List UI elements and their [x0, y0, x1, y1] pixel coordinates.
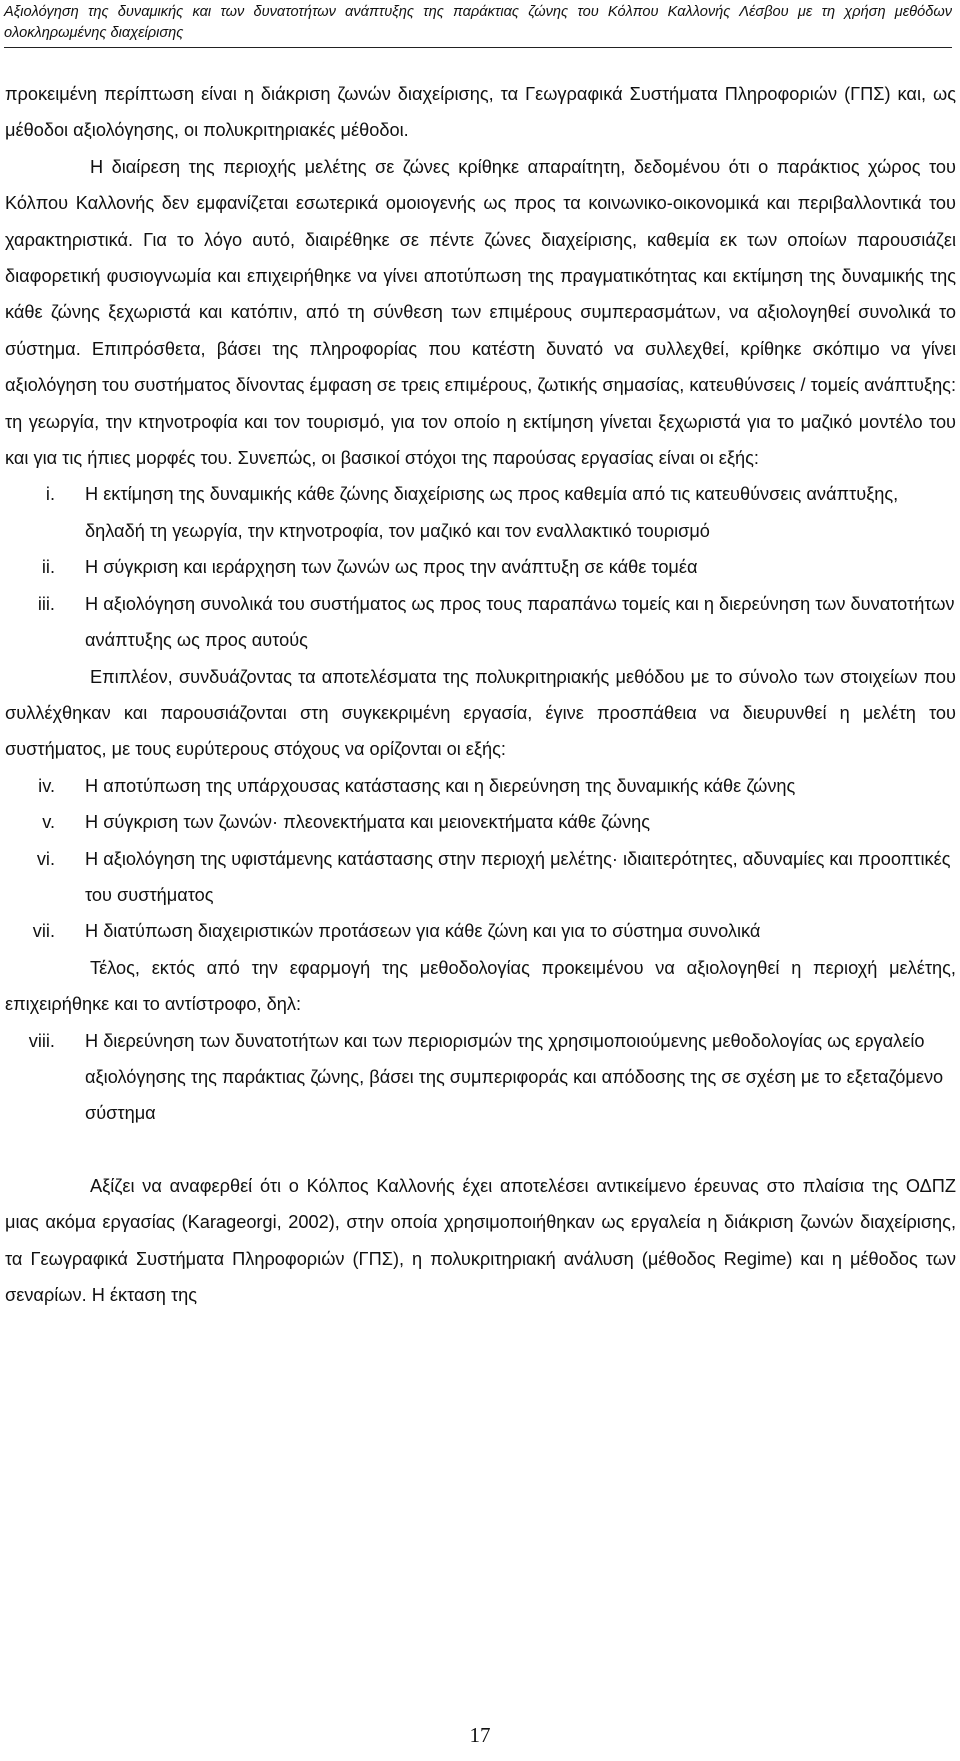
list-item	[5, 1023, 956, 1132]
paragraph-zones-division: Η διαίρεση της περιοχής μελέτης σε ζώνες κρίθηκε απαραίτητη, δεδομένου ότι ο παράκτιος χώρος του Κόλπου Καλλονής δεν εμφανίζεται εσωτερικά ομοιογενής ως προς τα κοινωνικο-οικονομικά και περιβαλλοντικά του χαρακτηριστικά. Για το λόγο αυτό, διαιρέθηκε σε πέντε ζώνες διαχείρισης, καθεμία εκ των οποίων παρουσιάζει διαφορετική φυσιογνωμία και επιχειρήθηκε να γίνει αποτύπωση της πραγματικότητας και εκτίμηση της δυναμικής της κάθε ζώνης ξεχωριστά και κατόπιν, από τη σύνθεση των επιμέρους συμπερασμάτων, να αξιολογηθεί συνολικά το σύστημα. Επιπρόσθετα, βάσει της πληροφορίας που κατέστη δυνατό να συλλεχθεί, κρίθηκε σκόπιμο να γίνει αξιολόγηση του συστήματος δίνοντας έμφαση σε τρεις επιμέρους, ζωτικής σημασίας, κατευθύνσεις / τομείς ανάπτυξης: τη γεωργία, την κτηνοτροφία και τον τουρισμό, για τον οποίο η εκτίμηση γίνεται ξεχωριστά για το μαζικό μοντέλο του και για τις ήπιες μορφές του. Συνεπώς, οι βασικοί στόχοι της παρούσας εργασίας είναι οι εξής:	[5, 156, 956, 469]
list-number: ii.	[41, 557, 55, 578]
list-number: i.	[45, 484, 55, 505]
list-number: iv.	[38, 775, 55, 796]
list-text: Η σύγκριση των ζωνών· πλεονεκτήματα και μειονεκτήματα κάθε ζώνης	[85, 812, 650, 833]
list-item	[5, 549, 956, 585]
list-text: Η σύγκριση και ιεράρχηση των ζωνών ως προς την ανάπτυξη σε κάθε τομέα	[85, 557, 698, 578]
list-number: iii.	[37, 593, 55, 614]
list-item	[5, 841, 956, 914]
list-item	[5, 768, 956, 804]
list-item	[5, 586, 956, 659]
paragraph-intro-continuation: προκειμένη περίπτωση είναι η διάκριση ζωνών διαχείρισης, τα Γεωγραφικά Συστήματα Πληροφοριών (ΓΠΣ) και, ως μέθοδοι αξιολόγησης, οι πολυκριτηριακές μέθοδοι.	[5, 84, 956, 141]
list-text: Η αξιολόγηση της υφιστάμενης κατάστασης στην περιοχή μελέτης· ιδιαιτερότητες, αδυναμίες και προοπτικές του συστήματος	[85, 848, 951, 905]
paragraph-gap	[5, 1132, 956, 1168]
list-number: vii.	[32, 921, 55, 942]
paragraph-broader-goals: Επιπλέον, συνδυάζοντας τα αποτελέσματα της πολυκριτηριακής μεθόδου με το σύνολο των στοιχείων που συλλέχθηκαν και παρουσιάζονται στη συγκεκριμένη εργασία, έγινε προσπάθεια να διευρυνθεί η μελέτη του συστήματος, με τους ευρύτερους στόχους να ορίζονται οι εξής:	[5, 666, 956, 760]
running-header: Αξιολόγηση της δυναμικής και των δυνατοτήτων ανάπτυξης της παράκτιας ζώνης του Κόλπου Καλλονής Λέσβου με τη χρήση μεθόδων ολοκληρωμένης διαχείρισης	[4, 2, 952, 48]
list-number: v.	[42, 812, 55, 833]
list-text: Η διατύπωση διαχειριστικών προτάσεων για κάθε ζώνη και για το σύστημα συνολικά	[85, 921, 761, 942]
list-text: Η διερεύνηση των δυνατοτήτων και των περιορισμών της χρησιμοποιούμενης μεθοδολογίας ως εργαλείο αξιολόγησης της παράκτιας ζώνης, βάσει της συμπεριφοράς και απόδοσης της σε σχέση με το εξεταζόμενο σύστημα	[85, 1030, 944, 1124]
list-item	[5, 913, 956, 949]
list-item	[5, 804, 956, 840]
list-number: vi.	[36, 848, 55, 869]
list-item	[5, 476, 956, 549]
body-text	[5, 76, 956, 1313]
paragraph-inverse-goal: Τέλος, εκτός από την εφαρμογή της μεθοδολογίας προκειμένου να αξιολογηθεί η περιοχή μελέτης, επιχειρήθηκε και το αντίστροφο, δηλ:	[5, 957, 956, 1015]
list-text: Η αποτύπωση της υπάρχουσας κατάστασης και η διερεύνηση της δυναμικής κάθε ζώνης	[85, 775, 796, 796]
list-text: Η αξιολόγηση συνολικά του συστήματος ως προς τους παραπάνω τομείς και η διερεύνηση των δυνατοτήτων ανάπτυξης ως προς αυτούς	[85, 593, 955, 651]
paragraph-previous-research: Αξίζει να αναφερθεί ότι ο Κόλπος Καλλονής έχει αποτελέσει αντικείμενο έρευνας στο πλαίσια της ΟΔΠΖ μιας ακόμα εργασίας (Karageorgi, 2002), στην οποία χρησιμοποιήθηκαν ως εργαλεία η διάκριση ζωνών διαχείρισης, τα Γεωγραφικά Συστήματα Πληροφοριών (ΓΠΣ), η πολυκριτηριακή ανάλυση (μέθοδος Regime) και η μέθοδος των σεναρίων. Η έκταση της	[5, 1175, 956, 1305]
list-number: viii.	[28, 1030, 55, 1051]
list-text: Η εκτίμηση της δυναμικής κάθε ζώνης διαχείρισης ως προς καθεμία από τις κατευθύνσεις ανάπτυξης, δηλαδή τη γεωργία, την κτηνοτροφία, τον μαζικό και τον εναλλακτικό τουρισμό	[85, 484, 899, 541]
page-number: 17	[469, 1723, 491, 1747]
